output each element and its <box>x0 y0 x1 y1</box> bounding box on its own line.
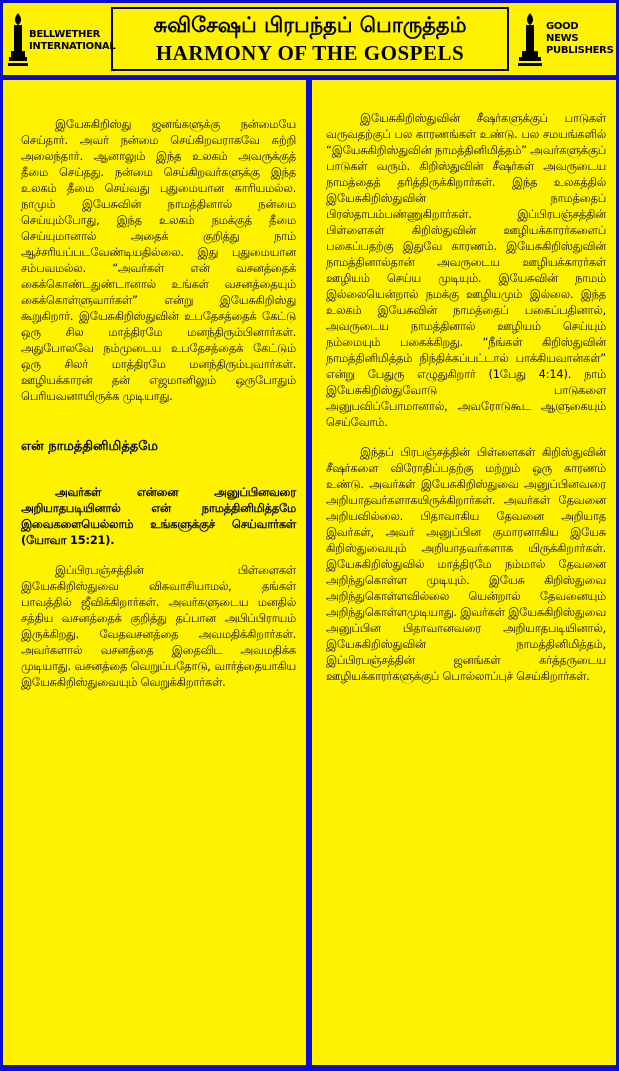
logo-right-line1: GOOD NEWS <box>546 21 579 44</box>
right-column <box>312 80 616 1065</box>
title-box <box>111 7 509 71</box>
scripture-verse: அவர்கள் என்னை அனுப்பினவரை அறியாதபடியினால் என் நாமத்தினிமித்தமே இவைகளையெல்லாம் உங்களுக்குச் செய்வார்கள் (யோவா 15:21). <box>21 485 296 547</box>
logo-left-line2: INTERNATIONAL <box>29 41 116 52</box>
lamp-icon <box>516 11 544 67</box>
section-heading: என் நாமத்தினிமித்தமே <box>21 439 158 454</box>
lamp-icon <box>7 11 29 67</box>
header <box>3 3 616 75</box>
title-tamil: சுவிசேஷப் பிரபந்தப் பொருத்தம் <box>153 13 467 37</box>
left-paragraph-2: இப்பிரபஞ்சத்தின் பிள்ளைகள் இயேசுகிறிஸ்துவை விசுவாசியாமல், தங்கள் பாவத்தில் ஜீவிக்கிறார்கள். அவர்களுடைய மனதில் சத்திய வசனத்தைக் குறித்து தப்பான அபிப்பிராயம் இருக்கிறது. வேதவசனத்தை அவமதிக்கிறார்கள். அவர்களால் வசனத்தை இதைவிட அவமதிக்க முடியாது. வசனத்தை வெறுப்பதோடு, வார்த்தையாகிய இயேசுகிறிஸ்துவையும் வெறுக்கிறார்கள். <box>21 563 296 689</box>
bellwether-logo <box>7 11 116 67</box>
left-paragraph-1: இயேசுகிறிஸ்து ஜனங்களுக்கு நன்மையே செய்தார். அவர் நன்மை செய்கிறவராகவே சுற்றி அலைந்தார். ஆனாலும் இந்த உலகம் அவருக்குத் தீமை செய்தது. நன்மை செய்கிறவர்களுக்கு இந்த உலகம் தீமை செய்வது புதுமையான காரியமல்ல. நாமும் இயேசுவின் நாமத்தினால் நன்மை செய்யும்போது, இந்த உலகம் நமக்குத் தீமை செய்யுமானால் அதைக் குறித்து நாம் ஆச்சரியப்படவேண்டியதில்லை. இது புதுமையான சம்பவமல்ல. “அவர்கள் என் வசனத்தைக் கைக்கொண்டதுண்டானால் உங்கள் வசனத்தையும் கைக்கொள்ளுவார்கள்” என்று இயேசுகிறிஸ்து கூறுகிறார். இயேசுகிறிஸ்துவின் உபதேசத்தைக் கேட்டு ஒரு சில மாத்திரமே மனந்திரும்பினார்கள். அதுபோலவே நம்முடைய உபதேசத்தைக் கேட்டும் ஒரு சிலர் மாத்திரமே மனந்திரும்புவார்கள். ஊழியக்காரன் தன் எஜமானிலும் ஒருபோதும் பெரியவனாயிருக்க முடியாது. <box>21 117 296 403</box>
right-paragraph-2: இந்தப் பிரபஞ்சத்தின் பிள்ளைகள் கிறிஸ்துவின் சீஷர்களை விரோதிப்பதற்கு மற்றும் ஒரு காரணம் உண்டு. அவர்கள் இயேசுகிறிஸ்துவை அனுப்பினவரை அறியாதவர்களாகயிருக்கிறார்கள். அவர்கள் தேவனை அறியவில்லை. பிதாவாகிய தேவனை அறியாத இவர்கள், அவர் அனுப்பின குமாரனாகிய இயேசு கிறிஸ்துவையும் அறியாதவர்களாக யிருக்கிறார்கள். இயேசுகிறிஸ்துவில் மாத்திரமே நம்மால் தேவனை அறிந்துகொள்ள முடியும். இயேசு கிறிஸ்துவை அறிந்துகொள்ளவில்லை யென்றால் தேவனையும் அறிந்துகொள்ளமுடியாது. இவர்கள் இயேசுகிறிஸ்துவை அனுப்பின பிதாவானவரை அறியாதபடியினால், இயேசுகிறிஸ்துவின் நாமத்தினிமித்தம், இப்பிரபஞ்சத்தின் ஜனங்கள் கர்த்தருடைய ஊழியக்காரர்களுக்குப் பொல்லாப்புச் செய்கிறார்கள். <box>326 445 606 683</box>
logo-right-line2: PUBLISHERS <box>546 45 614 56</box>
logo-left-line1: BELLWETHER <box>29 29 101 40</box>
left-column <box>3 80 306 1065</box>
title-english: HARMONY OF THE GOSPELS <box>155 41 465 65</box>
right-paragraph-1: இயேசுகிறிஸ்துவின் சீஷர்களுக்குப் பாடுகள் வருவதற்குப் பல காரணங்கள் உண்டு. பல சமயங்களில் “இயேசுகிறிஸ்துவின் நாமத்தினிமித்தம்” அவர்களுக்குப் பாடுகள் வரும். கிறிஸ்துவின் சீஷர்கள் அவருடைய நாமத்தைத் தரித்திருக்கிறார்கள். இந்த உலகத்தில் இயேசுகிறிஸ்துவின் நாமத்தைப் பிரஸ்தாபம்பண்ணுகிறார்கள். இப்பிரபஞ்சத்தின் பிள்ளைகள் கிறிஸ்துவின் ஊழியக்காரர்களைப் பகைப்பதற்கு இதுவே காரணம். இயேசுகிறிஸ்துவின் நாமத்தினால்தான் அவருடைய ஊழியக்காரர்கள் ஊழியம் செய்ய முடியும். இயேசுவின் நாமம் இல்லையென்றால் நமக்கு ஊழியமும் இல்லை. இந்த உலகம் இயேசுவின் நாமத்தைப் பகைப்பதினால், அவருடைய நாமத்தினால் ஊழியம் செய்யும் நம்மையும் பகைக்கிறது. “நீங்கள் கிறிஸ்துவின் நாமத்தினிமித்தம் நிந்திக்கப்பட்டால் பாக்கியவான்கள்” என்று பேதுரு எழுதுகிறார் (1பேது 4:14). நாம் இயேசுகிறிஸ்துவோடு பாடுகளை அனுபவிப்போமானால், அவரோடுகூட ஆளுகையும் செய்வோம். <box>326 111 606 429</box>
good-news-logo <box>516 11 612 67</box>
